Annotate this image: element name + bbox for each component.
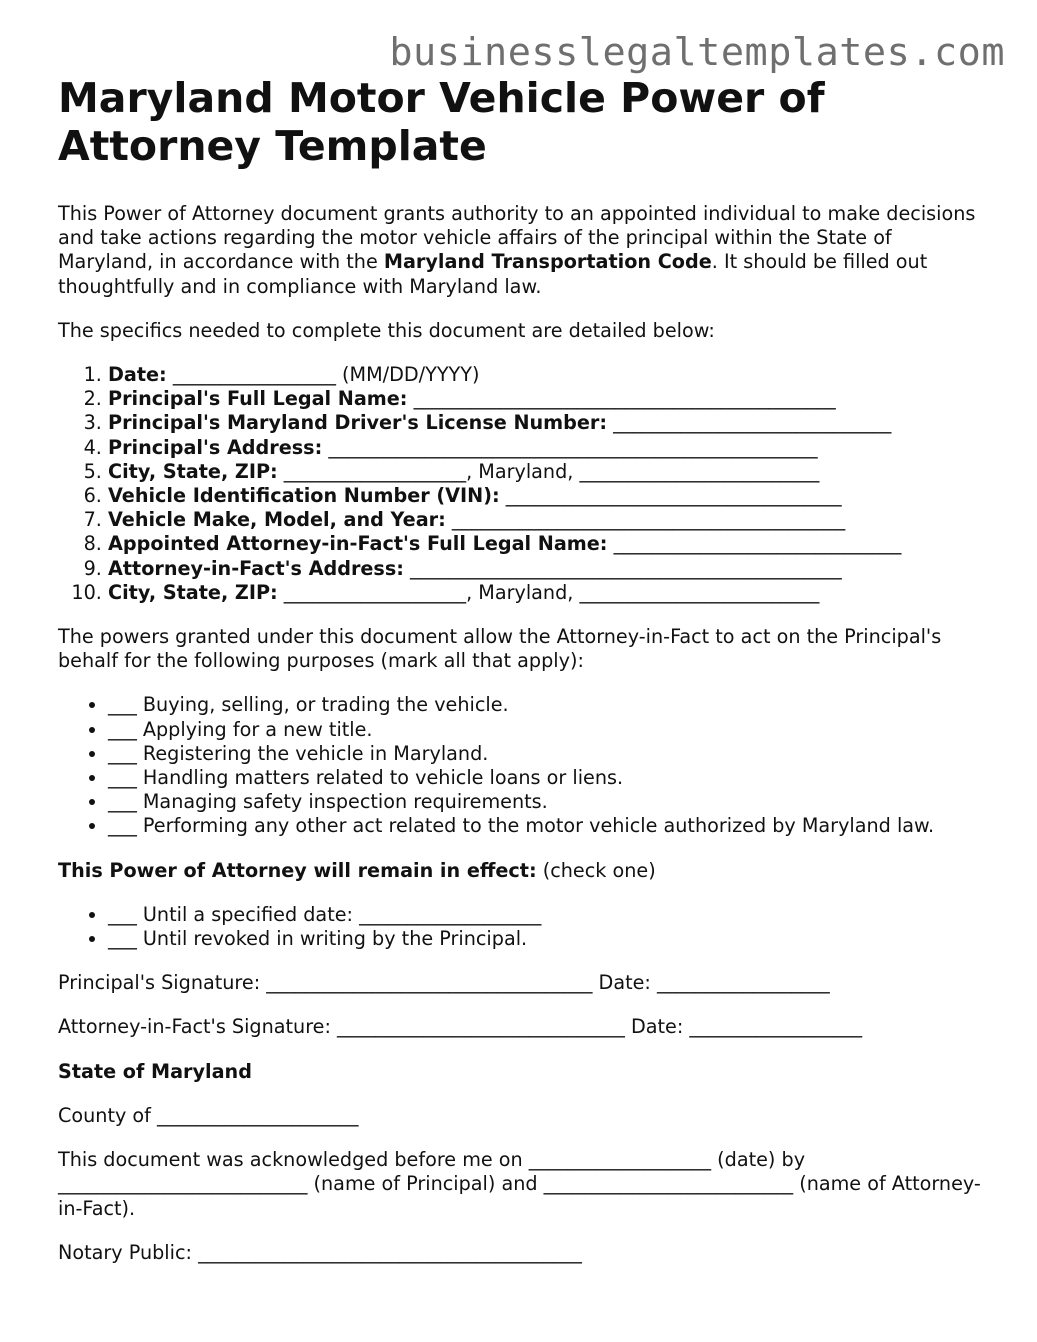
field-label: Principal's Address: [108, 435, 323, 459]
field-label: Attorney-in-Fact's Address: [108, 556, 404, 580]
effect-option: • ___ Until a specified date: ___________________ [108, 903, 988, 927]
field-blank: ___________________________________ [499, 484, 842, 508]
field-label: Date: [108, 363, 167, 387]
power-item: • ___ Performing any other act related to the motor vehicle authorized by Maryland law. [108, 814, 988, 838]
fields-list [58, 363, 988, 605]
field-item [108, 363, 988, 387]
power-item: • ___ Handling matters related to vehicle loans or liens. [108, 766, 988, 790]
effect-options-list [58, 903, 988, 951]
power-item: • ___ Applying for a new title. [108, 718, 988, 742]
power-item: • ___ Buying, selling, or trading the vehicle. [108, 693, 988, 717]
state-heading [58, 1060, 988, 1084]
field-item [108, 484, 988, 508]
field-blank: ___________________, Maryland, _________________________ [277, 459, 820, 483]
field-blank: _________________________________________ [445, 508, 846, 532]
effect-label: This Power of Attorney will remain in effect: [58, 858, 537, 882]
field-blank: _____________________________ [607, 411, 892, 435]
power-item: • ___ Managing safety inspection requirements. [108, 790, 988, 814]
field-blank: ___________________, Maryland, _________________________ [277, 580, 820, 604]
field-label: Vehicle Make, Model, and Year: [108, 508, 446, 532]
field-blank: ______________________________ [607, 532, 902, 556]
document-page [58, 74, 988, 1285]
acknowledgment-paragraph: This document was acknowledged before me on ___________________ (date) by __________________________ (name of Principal) and __________________________ (name of Attorney-in-Fact). [58, 1148, 981, 1220]
powers-list [58, 693, 988, 838]
field-blank: ____________________________________________ [407, 387, 836, 411]
powers-intro: The powers granted under this document allow the Attorney-in-Fact to act on the Principal's behalf for the following purposes (mark all that apply): [58, 625, 942, 673]
intro-bold-code: Maryland Transportation Code [383, 250, 712, 274]
state-heading-text: State of Maryland [58, 1059, 252, 1083]
field-label: Principal's Full Legal Name: [108, 387, 408, 411]
field-item [108, 436, 988, 460]
intro-text-1: This Power of Attorney document grants authority to an appointed individual to make decisions and take actions regarding the motor vehicle affairs of the principal within the State of Maryland, in accordance with the [58, 202, 976, 274]
page-title: Maryland Motor Vehicle Power of Attorney Template [58, 74, 825, 170]
principal-signature-line: Principal's Signature: __________________________________ Date: __________________ [58, 971, 830, 995]
field-blank: ___________________________________________________ [322, 435, 818, 459]
notary-line: Notary Public: ________________________________________ [58, 1240, 582, 1264]
field-item [108, 411, 988, 435]
field-item [108, 460, 988, 484]
attorney-signature-line: Attorney-in-Fact's Signature: ______________________________ Date: __________________ [58, 1015, 863, 1039]
field-label: Principal's Maryland Driver's License Number: [108, 411, 608, 435]
specifics-intro: The specifics needed to complete this document are detailed below: [58, 318, 715, 342]
field-item [108, 532, 988, 556]
watermark: businesslegaltemplates.com [389, 30, 1005, 75]
field-item [108, 581, 988, 605]
county-line: County of _____________________ [58, 1103, 359, 1127]
power-item: • ___ Registering the vehicle in Maryland. [108, 742, 988, 766]
intro-paragraph [58, 202, 988, 299]
effect-option: • ___ Until revoked in writing by the Principal. [108, 927, 988, 951]
effect-note: (check one) [536, 858, 656, 882]
field-item [108, 508, 988, 532]
field-blank: _____________________________________________ [403, 556, 842, 580]
field-blank: _________________ (MM/DD/YYYY) [166, 363, 480, 387]
effect-line [58, 859, 988, 883]
field-label: Appointed Attorney-in-Fact's Full Legal Name: [108, 532, 608, 556]
field-label: City, State, ZIP: [108, 459, 278, 483]
field-label: Vehicle Identification Number (VIN): [108, 484, 500, 508]
field-item [108, 387, 988, 411]
field-item [108, 557, 988, 581]
intro-text-2: . It should be filled out thoughtfully and in compliance with Maryland law. [58, 250, 928, 298]
field-label: City, State, ZIP: [108, 580, 278, 604]
